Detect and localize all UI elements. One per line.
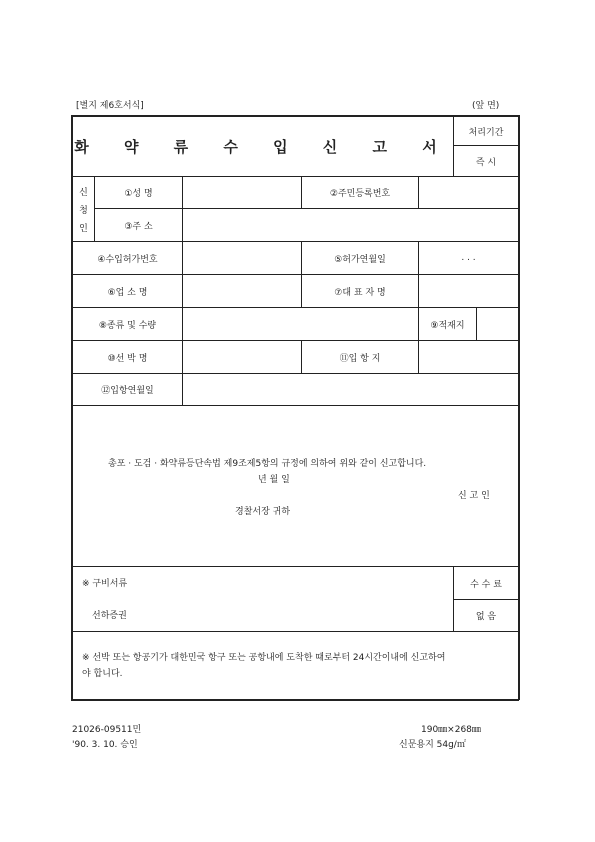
arrival-date-label: ⑫입항연월일 — [101, 386, 154, 396]
declaration-statement: 총포 · 도검 · 화약류등단속법 제9조제5항의 규정에 의하여 위와 같이 신고합니다. — [108, 459, 427, 469]
resident-number-field[interactable] — [419, 177, 518, 208]
loading-place-label: ⑨적재지 — [430, 320, 465, 331]
divider — [71, 631, 519, 632]
resident-number-label: ②주민등록번호 — [329, 189, 391, 199]
representative-name-field[interactable] — [419, 275, 518, 307]
declaration-date-line: 년 월 일 — [258, 475, 290, 485]
divider — [71, 566, 519, 567]
frame-right — [518, 115, 520, 700]
import-permit-number-label: ④수입허가번호 — [97, 254, 158, 265]
ship-name-field[interactable] — [183, 341, 301, 373]
type-quantity-label: ⑧종류 및 수량 — [98, 320, 157, 331]
address-field[interactable] — [183, 209, 518, 241]
business-name-label: ⑥업 소 명 — [107, 287, 148, 298]
representative-name-label: ⑦대 표 자 명 — [334, 287, 386, 298]
port-of-entry-label: ⑪입 항 지 — [339, 353, 381, 364]
arrival-date-field[interactable] — [183, 374, 518, 405]
form-number: [별지 제6호서식] — [76, 101, 144, 111]
applicant-label-char: 인 — [79, 223, 88, 234]
declarant-label: 신 고 인 — [458, 491, 490, 501]
addressee: 경찰서장 귀하 — [235, 507, 291, 517]
form-title: 화 약 류 수 입 신 고 서 — [74, 137, 452, 156]
required-documents-label: ※ 구비서류 — [82, 579, 128, 589]
applicant-label-char: 신 — [79, 187, 88, 198]
name-label: ①성 명 — [124, 189, 153, 199]
fee-value: 없 음 — [475, 612, 497, 622]
divider — [71, 405, 519, 406]
paper-size: 190㎜×268㎜ — [421, 725, 481, 735]
form-code: 21026-09511민 — [72, 725, 142, 735]
applicant-group-label — [73, 177, 94, 241]
required-document-item: 선하증권 — [92, 611, 127, 621]
business-name-field[interactable] — [183, 275, 301, 307]
paper-type: 신문용지 54g/㎡ — [399, 740, 466, 750]
type-quantity-field[interactable] — [183, 308, 418, 340]
permit-date-field[interactable]: . . . — [461, 253, 476, 263]
port-of-entry-field[interactable] — [419, 341, 518, 373]
page-side-label: (앞 면) — [472, 101, 500, 111]
processing-period-label: 처리기간 — [468, 127, 504, 138]
applicant-label-char: 청 — [79, 205, 88, 216]
loading-place-field[interactable] — [477, 308, 518, 340]
name-field[interactable] — [183, 177, 301, 208]
note-line-1: ※ 선박 또는 항공기가 대한민국 항구 또는 공항내에 도착한 때로부터 24시간이내에 신고하여 — [82, 653, 446, 663]
frame-bottom — [71, 699, 519, 701]
approval-date: '90. 3. 10. 승인 — [72, 740, 138, 750]
note-line-2: 야 합니다. — [82, 669, 123, 679]
fee-label: 수 수 료 — [470, 579, 502, 590]
permit-date-label: ⑤허가연월일 — [334, 254, 386, 265]
address-label: ③주 소 — [124, 221, 153, 232]
ship-name-label: ⑩선 박 명 — [107, 353, 148, 364]
divider — [453, 145, 519, 146]
import-permit-number-field[interactable] — [183, 242, 301, 274]
processing-period-value: 즉 시 — [475, 158, 497, 168]
